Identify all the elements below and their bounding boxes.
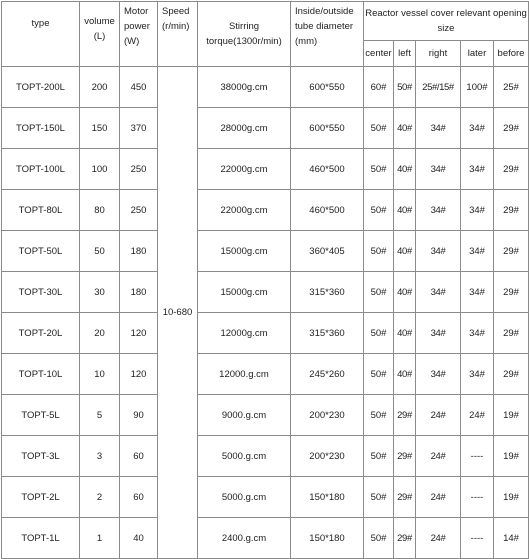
cell-power: 180 bbox=[120, 272, 158, 313]
cell-right: 24# bbox=[416, 436, 461, 477]
cell-torque: 5000.g.cm bbox=[198, 436, 291, 477]
cell-power: 180 bbox=[120, 231, 158, 272]
cell-volume: 100 bbox=[80, 149, 120, 190]
cell-right: 25#/15# bbox=[416, 67, 461, 108]
cell-diameter: 200*230 bbox=[291, 395, 364, 436]
cell-later: ---- bbox=[461, 477, 494, 518]
cell-power: 90 bbox=[120, 395, 158, 436]
cell-right: 34# bbox=[416, 313, 461, 354]
cell-left: 29# bbox=[394, 395, 416, 436]
cell-torque: 22000g.cm bbox=[198, 149, 291, 190]
cell-volume: 30 bbox=[80, 272, 120, 313]
cell-type: TOPT-50L bbox=[2, 231, 80, 272]
table-row bbox=[2, 272, 529, 313]
cell-before: 19# bbox=[494, 477, 529, 518]
cell-right: 24# bbox=[416, 395, 461, 436]
cell-diameter: 245*260 bbox=[291, 354, 364, 395]
cell-left: 40# bbox=[394, 272, 416, 313]
header-type: type bbox=[2, 2, 80, 67]
cell-type: TOPT-5L bbox=[2, 395, 80, 436]
cell-diameter: 315*360 bbox=[291, 272, 364, 313]
cell-volume: 20 bbox=[80, 313, 120, 354]
cell-volume: 1 bbox=[80, 518, 120, 559]
cell-before: 29# bbox=[494, 313, 529, 354]
cell-torque: 28000g.cm bbox=[198, 108, 291, 149]
cell-power: 120 bbox=[120, 313, 158, 354]
header-motor-power: Motor power (W) bbox=[120, 2, 158, 67]
cell-type: TOPT-100L bbox=[2, 149, 80, 190]
cell-left: 40# bbox=[394, 190, 416, 231]
cell-center: 50# bbox=[364, 395, 394, 436]
header-opening-size: Reactor vessel cover relevant opening size bbox=[364, 2, 529, 41]
table-row bbox=[2, 436, 529, 477]
cell-type: TOPT-2L bbox=[2, 477, 80, 518]
cell-torque: 12000.g.cm bbox=[198, 354, 291, 395]
cell-right: 34# bbox=[416, 149, 461, 190]
cell-diameter: 460*500 bbox=[291, 190, 364, 231]
cell-later: 100# bbox=[461, 67, 494, 108]
cell-diameter: 150*180 bbox=[291, 477, 364, 518]
cell-right: 24# bbox=[416, 518, 461, 559]
cell-torque: 15000g.cm bbox=[198, 272, 291, 313]
cell-power: 60 bbox=[120, 436, 158, 477]
cell-right: 34# bbox=[416, 231, 461, 272]
cell-center: 50# bbox=[364, 108, 394, 149]
cell-before: 29# bbox=[494, 354, 529, 395]
cell-left: 40# bbox=[394, 231, 416, 272]
cell-center: 50# bbox=[364, 518, 394, 559]
table-row bbox=[2, 108, 529, 149]
cell-before: 19# bbox=[494, 436, 529, 477]
table-row bbox=[2, 231, 529, 272]
cell-diameter: 600*550 bbox=[291, 67, 364, 108]
cell-torque: 15000g.cm bbox=[198, 231, 291, 272]
cell-later: 34# bbox=[461, 272, 494, 313]
cell-diameter: 360*405 bbox=[291, 231, 364, 272]
header-volume: volume (L) bbox=[80, 2, 120, 67]
cell-right: 34# bbox=[416, 108, 461, 149]
cell-torque: 38000g.cm bbox=[198, 67, 291, 108]
cell-diameter: 460*500 bbox=[291, 149, 364, 190]
spec-table bbox=[1, 1, 529, 559]
subheader-later: later bbox=[461, 41, 494, 67]
cell-type: TOPT-1L bbox=[2, 518, 80, 559]
cell-speed: 10-680 bbox=[158, 67, 198, 559]
cell-type: TOPT-30L bbox=[2, 272, 80, 313]
cell-power: 370 bbox=[120, 108, 158, 149]
cell-diameter: 200*230 bbox=[291, 436, 364, 477]
cell-right: 24# bbox=[416, 477, 461, 518]
cell-type: TOPT-3L bbox=[2, 436, 80, 477]
header-stirring-torque: Stirring torque(1300r/min) bbox=[198, 2, 291, 67]
cell-left: 50# bbox=[394, 67, 416, 108]
cell-torque: 5000.g.cm bbox=[198, 477, 291, 518]
table-row bbox=[2, 67, 529, 108]
cell-right: 34# bbox=[416, 190, 461, 231]
cell-later: 34# bbox=[461, 313, 494, 354]
cell-right: 34# bbox=[416, 354, 461, 395]
subheader-before: before bbox=[494, 41, 529, 67]
cell-volume: 50 bbox=[80, 231, 120, 272]
cell-power: 250 bbox=[120, 190, 158, 231]
header-tube-diameter: Inside/outside tube diameter (mm) bbox=[291, 2, 364, 67]
cell-power: 120 bbox=[120, 354, 158, 395]
cell-later: ---- bbox=[461, 436, 494, 477]
cell-volume: 150 bbox=[80, 108, 120, 149]
cell-diameter: 150*180 bbox=[291, 518, 364, 559]
cell-left: 40# bbox=[394, 313, 416, 354]
cell-center: 50# bbox=[364, 477, 394, 518]
cell-before: 29# bbox=[494, 108, 529, 149]
cell-power: 40 bbox=[120, 518, 158, 559]
cell-torque: 2400.g.cm bbox=[198, 518, 291, 559]
table-row bbox=[2, 313, 529, 354]
cell-later: ---- bbox=[461, 518, 494, 559]
cell-before: 19# bbox=[494, 395, 529, 436]
cell-before: 29# bbox=[494, 149, 529, 190]
cell-right: 34# bbox=[416, 272, 461, 313]
cell-before: 29# bbox=[494, 190, 529, 231]
header-speed: Speed (r/min) bbox=[158, 2, 198, 67]
cell-type: TOPT-80L bbox=[2, 190, 80, 231]
subheader-left: left bbox=[394, 41, 416, 67]
cell-power: 450 bbox=[120, 67, 158, 108]
cell-diameter: 315*360 bbox=[291, 313, 364, 354]
table-row bbox=[2, 354, 529, 395]
cell-center: 50# bbox=[364, 272, 394, 313]
table-row bbox=[2, 518, 529, 559]
cell-type: TOPT-150L bbox=[2, 108, 80, 149]
cell-left: 29# bbox=[394, 436, 416, 477]
cell-center: 50# bbox=[364, 313, 394, 354]
cell-later: 34# bbox=[461, 190, 494, 231]
table-row bbox=[2, 477, 529, 518]
table-row bbox=[2, 149, 529, 190]
cell-power: 250 bbox=[120, 149, 158, 190]
cell-center: 50# bbox=[364, 149, 394, 190]
cell-before: 14# bbox=[494, 518, 529, 559]
cell-torque: 12000g.cm bbox=[198, 313, 291, 354]
cell-torque: 22000g.cm bbox=[198, 190, 291, 231]
cell-later: 24# bbox=[461, 395, 494, 436]
cell-diameter: 600*550 bbox=[291, 108, 364, 149]
cell-center: 60# bbox=[364, 67, 394, 108]
cell-volume: 3 bbox=[80, 436, 120, 477]
cell-later: 34# bbox=[461, 231, 494, 272]
cell-left: 29# bbox=[394, 477, 416, 518]
header-row bbox=[2, 2, 529, 41]
cell-type: TOPT-200L bbox=[2, 67, 80, 108]
cell-later: 34# bbox=[461, 149, 494, 190]
cell-type: TOPT-20L bbox=[2, 313, 80, 354]
cell-left: 29# bbox=[394, 518, 416, 559]
cell-later: 34# bbox=[461, 108, 494, 149]
table-row bbox=[2, 395, 529, 436]
cell-left: 40# bbox=[394, 354, 416, 395]
cell-power: 60 bbox=[120, 477, 158, 518]
cell-before: 29# bbox=[494, 272, 529, 313]
cell-volume: 80 bbox=[80, 190, 120, 231]
cell-left: 40# bbox=[394, 108, 416, 149]
cell-before: 25# bbox=[494, 67, 529, 108]
cell-type: TOPT-10L bbox=[2, 354, 80, 395]
table-row bbox=[2, 190, 529, 231]
subheader-center: center bbox=[364, 41, 394, 67]
cell-volume: 200 bbox=[80, 67, 120, 108]
cell-volume: 5 bbox=[80, 395, 120, 436]
table-body bbox=[2, 67, 529, 559]
cell-left: 40# bbox=[394, 149, 416, 190]
cell-later: 34# bbox=[461, 354, 494, 395]
cell-torque: 9000.g.cm bbox=[198, 395, 291, 436]
cell-center: 50# bbox=[364, 231, 394, 272]
cell-before: 29# bbox=[494, 231, 529, 272]
cell-center: 50# bbox=[364, 354, 394, 395]
cell-volume: 10 bbox=[80, 354, 120, 395]
cell-center: 50# bbox=[364, 190, 394, 231]
cell-center: 50# bbox=[364, 436, 394, 477]
cell-volume: 2 bbox=[80, 477, 120, 518]
subheader-right: right bbox=[416, 41, 461, 67]
